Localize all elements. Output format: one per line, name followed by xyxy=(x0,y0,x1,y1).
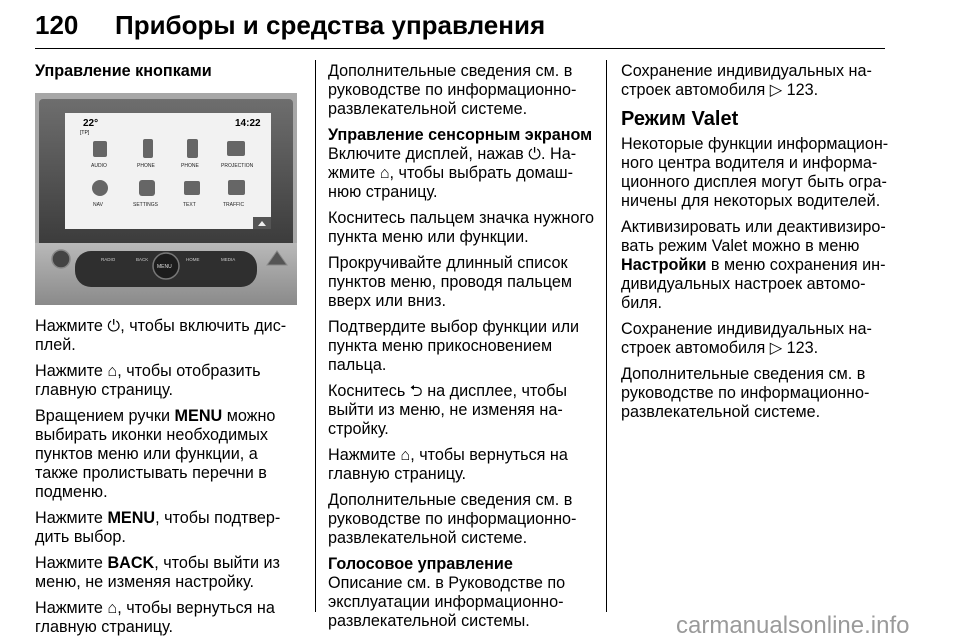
settings-app-label: SETTINGS xyxy=(133,202,159,208)
col3-valet-activate-text xyxy=(621,218,891,313)
touch-screen[interactable] xyxy=(65,113,271,229)
phone-app-label: PHONE xyxy=(137,163,155,169)
section-heading-buttons: Управление кнопками xyxy=(35,62,212,80)
text-app-label: TEXT xyxy=(183,202,196,208)
text-fragment: в меню сохранения ин-дивидуальных настроек автомо-биля. xyxy=(621,256,886,312)
menu-term: MENU xyxy=(174,407,223,425)
header-rule xyxy=(35,48,885,49)
column-2 xyxy=(328,62,596,638)
text-fragment: Активизировать или деактивизиро-вать режим Valet можно в меню xyxy=(621,218,886,255)
page-title: Приборы и средства управления xyxy=(115,10,546,40)
text-fragment: Нажмите xyxy=(35,554,108,572)
nav-app-icon[interactable] xyxy=(92,180,108,196)
col2-enable-display-text: Включите дисплей, нажав ⏻. На-жмите ⌂, чтобы выбрать домаш-нюю страницу. xyxy=(328,145,577,201)
col3-settings-ref-text: Сохранение индивидуальных на-строек автомобиля ▷ 123. xyxy=(621,62,872,99)
text-fragment: Вращением ручки xyxy=(35,407,175,425)
text-fragment: , чтобы выйти из меню, не изменяя настройку. xyxy=(35,554,280,591)
infotainment-illustration xyxy=(35,93,297,305)
audio-app-icon[interactable] xyxy=(93,141,107,157)
menu-term: MENU xyxy=(107,509,156,527)
section-heading-valet: Режим Valet xyxy=(621,108,739,130)
col1-back-text xyxy=(35,554,301,592)
col2-more-info-text: Дополнительные сведения см. в руководстве по информационно-развлекательной системе. xyxy=(328,62,577,118)
col3-settings-ref-text-2: Сохранение индивидуальных на-строек автомобиля ▷ 123. xyxy=(621,320,872,357)
col2-voice-text: Описание см. в Руководстве по эксплуатации информационно-развлекательной системы. xyxy=(328,574,566,630)
infotainment-photo xyxy=(35,93,297,305)
phone-app-icon[interactable] xyxy=(143,139,153,158)
screen-temperature: 22° xyxy=(83,118,99,129)
column-divider-2 xyxy=(606,60,607,612)
projection-app-label: PROJECTION xyxy=(221,163,254,169)
col1-home-return-text: Нажмите ⌂, чтобы вернуться на главную страницу. xyxy=(35,599,275,636)
traffic-app-icon[interactable] xyxy=(228,180,245,195)
power-knob[interactable] xyxy=(52,250,70,268)
col2-touch-icon-text: Коснитесь пальцем значка нужного пункта меню или функции. xyxy=(328,209,595,246)
column-divider-1 xyxy=(315,60,316,612)
projection-app-icon[interactable] xyxy=(227,141,245,156)
col2-more-info-text-2: Дополнительные сведения см. в руководстве по информационно-развлекательной системе. xyxy=(328,491,577,547)
column-1 xyxy=(35,62,301,644)
col2-home-return-text: Нажмите ⌂, чтобы вернуться на главную страницу. xyxy=(328,446,568,483)
col2-back-text: Коснитесь ⮌ на дисплее, чтобы выйти из меню, не изменяя на-стройку. xyxy=(328,382,568,438)
nav-app-label: NAV xyxy=(93,202,103,208)
phone-app-icon-2[interactable] xyxy=(187,139,198,158)
radio-button-label: RADIO xyxy=(101,257,116,262)
back-button-label: BACK xyxy=(136,257,149,262)
text-fragment: Нажмите xyxy=(35,509,108,527)
screen-fm-indicator: [TP] xyxy=(80,130,90,136)
col1-power-text: Нажмите ⏻, чтобы включить дис-плей. xyxy=(35,317,287,354)
text-fragment: , чтобы подтвер-дить выбор. xyxy=(35,509,281,546)
screen-time: 14:22 xyxy=(235,118,261,129)
col2-scroll-text: Прокручивайте длинный список пунктов меню, проводя пальцем вверх или вниз. xyxy=(328,254,573,310)
col3-valet-desc-text: Некоторые функции информацион-ного центра водителя и информа-ционного дисплея могут быть огра-ничены для некоторых водителей. xyxy=(621,135,889,210)
settings-term: Настройки xyxy=(621,256,707,274)
back-term: BACK xyxy=(107,554,155,572)
page-header xyxy=(35,2,885,48)
phone-app-label-2: PHONE xyxy=(181,163,199,169)
menu-knob-label: MENU xyxy=(157,264,172,270)
media-button-label: MEDIA xyxy=(221,257,236,262)
column-3 xyxy=(621,62,891,429)
col2-confirm-text: Подтвердите выбор функции или пункта меню прикосновением пальца. xyxy=(328,318,580,374)
col3-more-info-text: Дополнительные сведения см. в руководстве по информационно-развлекательной системе. xyxy=(621,365,870,421)
col1-menu-rotate-text xyxy=(35,407,301,502)
settings-app-icon[interactable] xyxy=(139,180,155,196)
section-heading-touchscreen: Управление сенсорным экраном xyxy=(328,126,593,144)
watermark: carmanualsonline.info xyxy=(676,612,910,639)
home-button-label: HOME xyxy=(186,257,200,262)
col1-home-text: Нажмите ⌂, чтобы отобразить главную страницу. xyxy=(35,362,261,399)
page-number: 120 xyxy=(35,10,79,40)
text-app-icon[interactable] xyxy=(184,181,200,195)
section-heading-voice: Голосовое управление xyxy=(328,555,513,573)
col1-menu-confirm-text xyxy=(35,509,301,547)
text-fragment: можно выбирать иконки необходимых пунктов меню или функции, а также пролистывать перечни в подменю. xyxy=(35,407,276,501)
traffic-app-label: TRAFFIC xyxy=(223,202,245,208)
audio-app-label: AUDIO xyxy=(91,163,107,169)
